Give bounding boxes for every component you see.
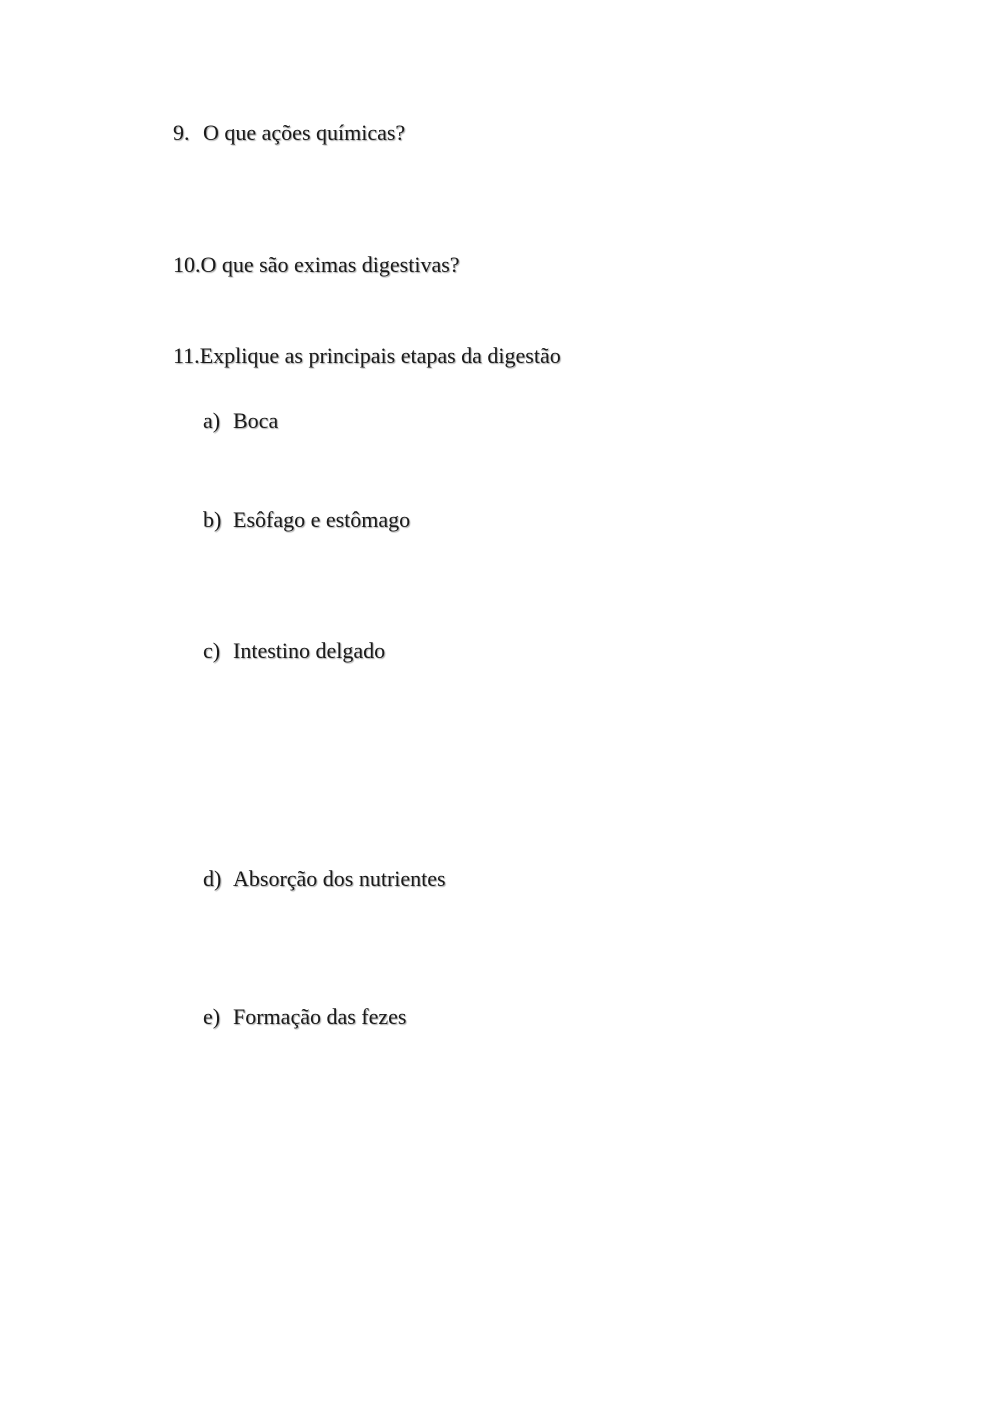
subitem-letter: b)	[203, 507, 222, 532]
question-text: Explique as principais etapas da digestão	[199, 343, 561, 368]
question-text: O que ações químicas?	[203, 120, 406, 145]
subitem-letter: d)	[203, 866, 222, 891]
subitem-letter: e)	[203, 1004, 221, 1029]
subitem-e	[203, 1004, 406, 1030]
question-11	[173, 343, 561, 369]
subitem-text: Absorção dos nutrientes	[233, 866, 446, 891]
question-number: 11.	[173, 343, 200, 368]
question-text: O que são eximas digestivas?	[200, 252, 460, 277]
subitem-text: Intestino delgado	[233, 638, 386, 663]
question-number: 9.	[173, 120, 190, 145]
subitem-text: Esôfago e estômago	[233, 507, 411, 532]
subitem-a	[203, 408, 278, 434]
question-9	[173, 120, 405, 146]
subitem-text: Formação das fezes	[233, 1004, 407, 1029]
subitem-b	[203, 507, 410, 533]
question-10	[173, 252, 460, 278]
subitem-letter: c)	[203, 638, 221, 663]
subitem-text: Boca	[233, 408, 279, 433]
subitem-c	[203, 638, 385, 664]
subitem-d	[203, 866, 446, 892]
question-number: 10.	[173, 252, 201, 277]
subitem-letter: a)	[203, 408, 221, 433]
